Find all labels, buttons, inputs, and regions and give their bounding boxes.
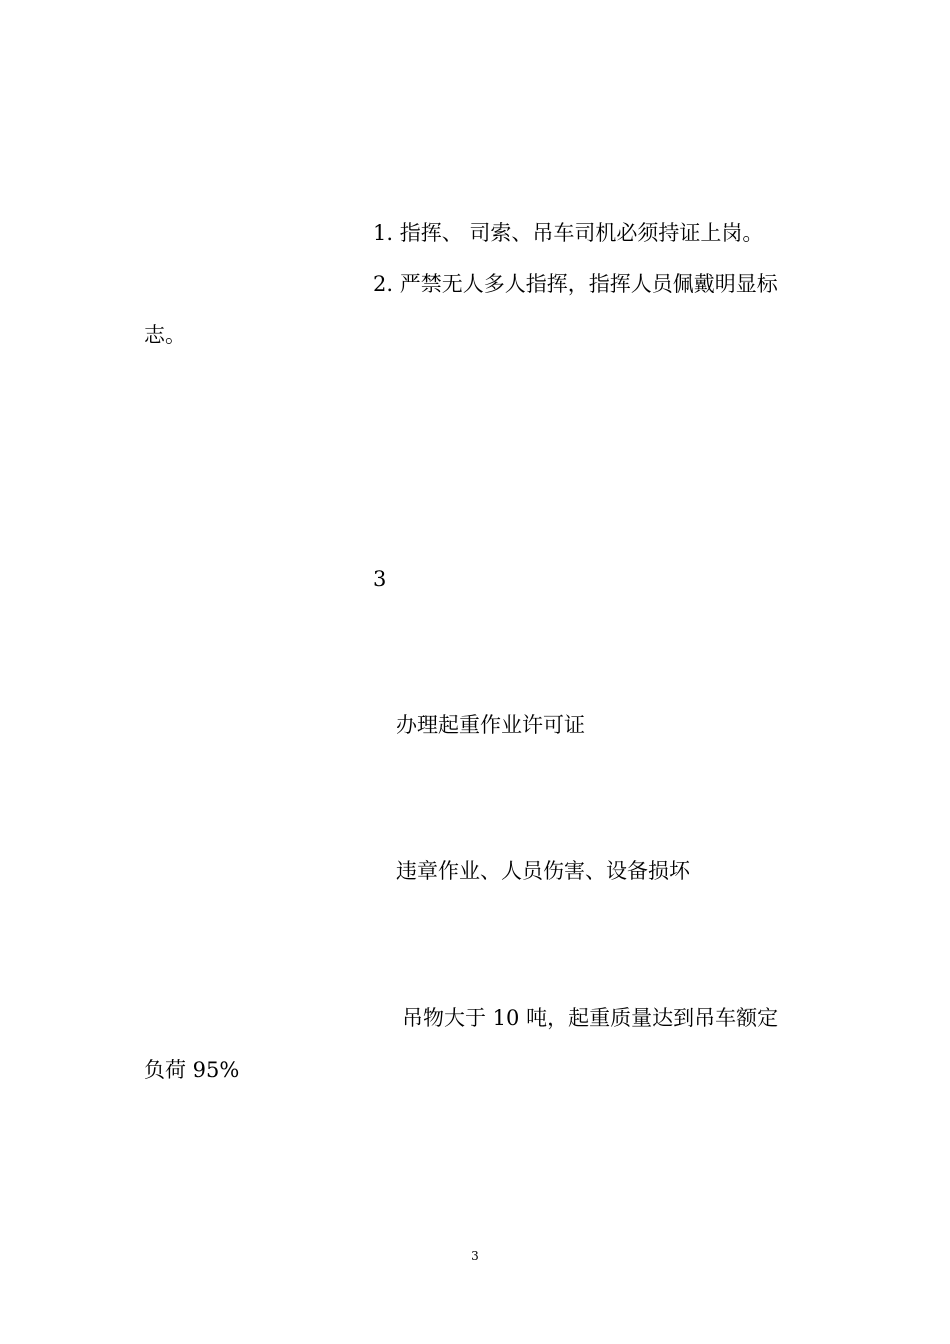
page-number: 3 [471, 1249, 479, 1263]
condition-text-line-1: 吊物大于 10 吨，起重质量达到吊车额定 [402, 1006, 779, 1030]
permit-text: 办理起重作业许可证 [396, 713, 585, 737]
list-item-1: 1. 指挥、 司索、吊车司机必须持证上岗。 [373, 221, 764, 245]
list-item-2-line-2: 志。 [144, 323, 186, 347]
section-marker: 3 [373, 567, 387, 591]
list-item-2-line-1: 2. 严禁无人多人指挥，指挥人员佩戴明显标 [373, 272, 778, 296]
risk-text: 违章作业、人员伤害、设备损坏 [396, 859, 690, 883]
condition-text-line-2: 负荷 95% [144, 1058, 240, 1082]
